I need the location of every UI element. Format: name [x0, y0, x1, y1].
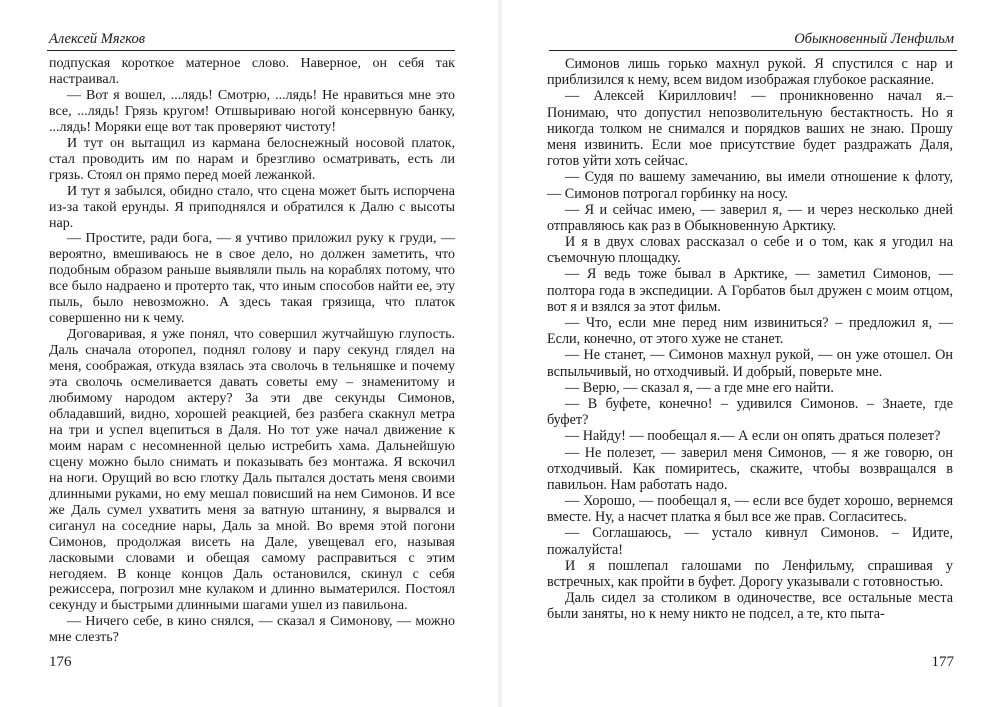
right-body-text — [547, 56, 953, 623]
left-page-number: 176 — [49, 654, 72, 670]
paragraph: — Вот я вошел, ...лядь! Смотрю, ...лядь! Не нравиться мне это все, ...лядь! Грязь кругом! Отшвыриваю ногой консервную банку, ...лядь! Моряки еще вот так проверяют чистоту! — [49, 87, 455, 135]
paragraph: И тут я забылся, обидно стало, что сцена может быть испорчена из-за такой ерунды. Я приподнялся и обратился к Далю с высоты нар. — [49, 183, 455, 231]
paragraph: Симонов лишь горько махнул рукой. Я спустился с нар и приблизился к нему, всем видом изображая глубокое раскаяние. — [547, 56, 953, 89]
paragraph: Даль сидел за столиком в одиночестве, все остальные места были заняты, но к нему никто не подсел, а те, кто пыта- — [547, 590, 953, 623]
paragraph: Договаривая, я уже понял, что совершил жутчайшую глупость. Даль сначала оторопел, поднял голову и пару секунд глядел на меня, соображая, откуда взялась эта сволочь в тельняшке и почему эта сволочь осмеливается давать советы ему – знаменитому и любимому народом актеру? За эти две секунды Симонов, обладавший, видно, хорошей реакцией, без разбега скакнул метра на три и успел вцепиться в Даля. Но тот уже начал движение к моим нарам с несомненной целью истребить хама. Дальнейшую сцену можно было снимать и показывать без монтажа. Я вскочил на ноги. Орущий во всю глотку Даль пытался достать меня своими длинными руками, но ему мешал повисший на нем Симонов. И все же Даль сумел ухватить меня за ватную штанину, я вырвался и сиганул на соседние нары, Даль за мной. Во время этой погони Симонов, продолжая висеть на Дале, увещевал его, называя ласковыми словами и обещая самому расправиться с этим негодяем. В конце концов Даль остановился, скинул с себя режиссера, погрозил мне кулаком и длинно выматерился. Постоял секунду и быстрыми длинными шагами ушел из павильона. — [49, 327, 455, 614]
paragraph: подпуская короткое матерное слово. Наверное, он себя так настраивал. — [49, 56, 455, 87]
paragraph: — Судя по вашему замечанию, вы имели отношение к флоту, — Симонов потрогал горбинку на носу. — [547, 169, 953, 202]
paragraph: — Простите, ради бога, — я учтиво приложил руку к груди, — вероятно, вмешиваюсь не в свое дело, но должен заметить, что подобным образом раньше выявляли пыль на кораблях потому, что все было надраено и протерто так, что иным способов найти ее, эту пыль, было невозможно. А здесь такая грязища, что платок совершенно ни к чему. — [49, 231, 455, 327]
right-page-number: 177 — [931, 654, 954, 670]
left-running-head: Алексей Мягков — [49, 31, 146, 47]
paragraph: И я в двух словах рассказал о себе и о том, как я угодил на съемочную площадку. — [547, 234, 953, 267]
right-page — [500, 0, 1000, 707]
left-body-text — [49, 56, 455, 646]
paragraph: И тут он вытащил из кармана белоснежный носовой платок, стал проводить им по нарам и брезгливо осматривать, есть ли грязь. Стоял он прямо перед моей лежанкой. — [49, 135, 455, 183]
right-header-rule — [549, 50, 957, 51]
paragraph: — Ничего себе, в кино снялся, — сказал я Симонову, — можно мне слезть? — [49, 614, 455, 646]
paragraph: — Найду! — пообещал я.— А если он опять драться полезет? — [565, 428, 941, 445]
paragraph: — В буфете, конечно! – удивился Симонов. – Знаете, где буфет? — [547, 395, 953, 429]
paragraph: И я пошлепал галошами по Ленфильму, спрашивая у встречных, как пройти в буфет. Дорогу указывали с готовностью. — [547, 557, 953, 590]
paragraph: — Я ведь тоже бывал в Арктике, — заметил Симонов, — полтора года в экспедиции. А Горбатов был дружен с моим отцом, вот я и взялся за этот фильм. — [547, 266, 953, 315]
paragraph: — Я и сейчас имею, — заверил я, — и через несколько дней отправляюсь как раз в Обыкновенную Арктику. — [547, 201, 953, 234]
paragraph: — Не полезет, — заверил меня Симонов, — я же говорю, он отходчивый. Как помиритесь, скажите, чтобы возвращался в павильон. Нам работать надо. — [547, 444, 953, 493]
paragraph: — Алексей Кириллович! — проникновенно начал я.– Понимаю, что допустил непозволительную бестактность. Но я никогда толком не снимался и порядков ваших не знаю. Прошу меня извинить. Если мое присутствие будет раздражать Даля, готов уйти хоть сейчас. — [547, 88, 953, 170]
paragraph: — Соглашаюсь, — устало кивнул Симонов. – Идите, пожалуйста! — [547, 525, 953, 558]
paragraph: — Что, если мне перед ним извиниться? – предложил я, — Если, конечно, от этого хуже не станет. — [547, 315, 953, 348]
paragraph: — Хорошо, — пообещал я, — если все будет хорошо, вернемся вместе. Ну, а насчет платка я был все же прав. Согласитесь. — [547, 493, 953, 526]
paragraph: — Не станет, — Симонов махнул рукой, — он уже отошел. Он вспыльчивый, но отходчивый. И добрый, поверьте мне. — [547, 347, 953, 380]
left-header-rule — [47, 50, 455, 51]
right-running-head: Обыкновенный Ленфильм — [794, 31, 954, 47]
paragraph: — Верю, — сказал я, — а где мне его найти. — [565, 379, 834, 396]
